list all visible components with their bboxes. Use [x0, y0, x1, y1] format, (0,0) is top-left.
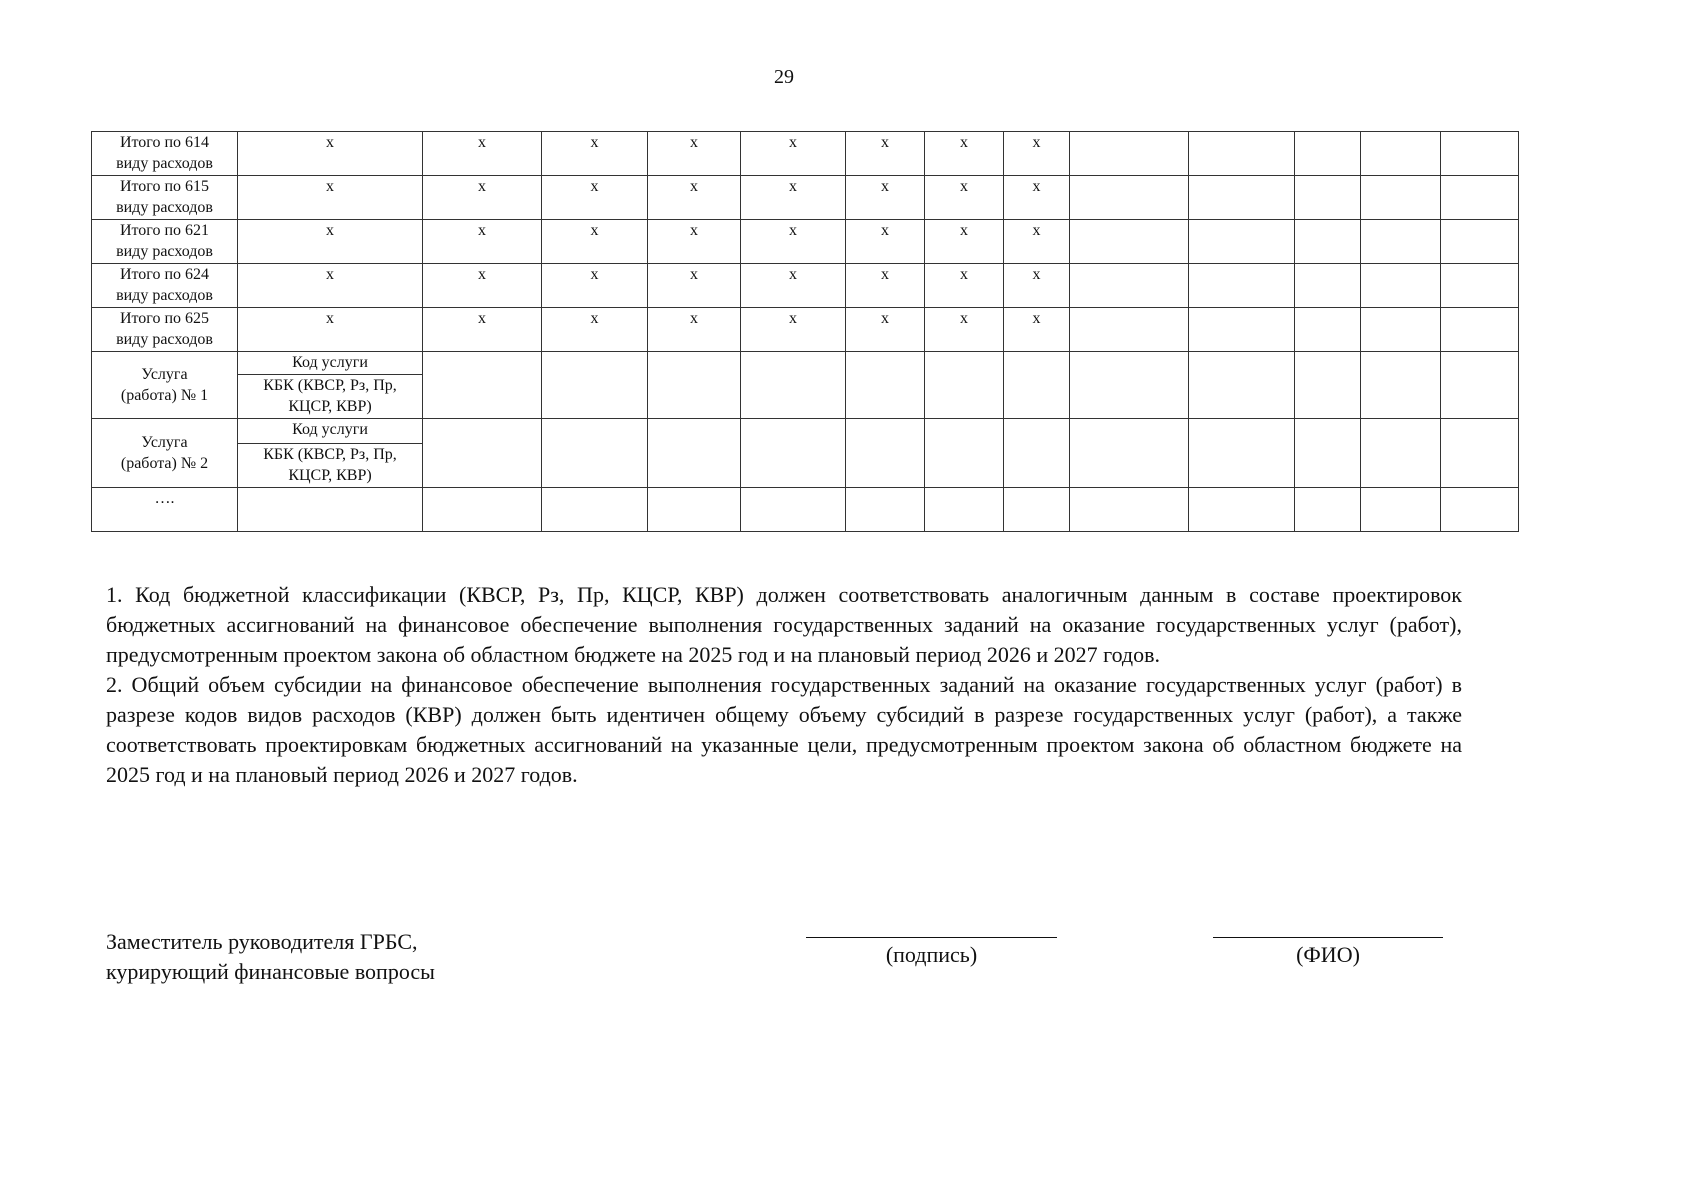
empty-cell: [925, 419, 1004, 488]
mark-cell: х: [846, 308, 925, 352]
note-paragraph: 1. Код бюджетной классификации (КВСР, Рз, Пр, КЦСР, КВР) должен соответствовать аналогичным данным в составе проектировок бюджетных ассигнований на финансовое обеспечение выполнения государственных заданий на оказание государственных услуг (работ), предусмотренным проектом закона об областном бюджете на 2025 год и на плановый период 2026 и 2027 годов.: [106, 582, 1462, 667]
empty-cell: [1361, 488, 1441, 532]
empty-cell: [1441, 308, 1519, 352]
mark-cell: х: [1004, 220, 1070, 264]
mark-cell: х: [542, 220, 648, 264]
mark-cell: х: [423, 176, 542, 220]
empty-cell: [925, 352, 1004, 419]
empty-cell: [542, 419, 648, 488]
empty-cell: [1441, 264, 1519, 308]
mark-cell: х: [238, 220, 423, 264]
empty-cell: [423, 488, 542, 532]
mark-cell: х: [238, 308, 423, 352]
empty-cell: [846, 488, 925, 532]
mark-cell: х: [925, 308, 1004, 352]
service-kbk-label: КБК (КВСР, Рз, Пр, КЦСР, КВР): [238, 375, 423, 419]
empty-cell: [1361, 132, 1441, 176]
signature-line: [806, 937, 1057, 938]
empty-cell: [648, 352, 741, 419]
mark-cell: х: [542, 308, 648, 352]
empty-cell: [1004, 488, 1070, 532]
empty-cell: [1070, 264, 1189, 308]
empty-cell: [1189, 176, 1295, 220]
notes: [106, 580, 1462, 790]
total-row: [92, 308, 1519, 352]
mark-cell: х: [925, 132, 1004, 176]
mark-cell: х: [925, 176, 1004, 220]
total-row-label: Итого по 621 виду расходов: [92, 220, 238, 264]
mark-cell: х: [542, 176, 648, 220]
note-paragraph: 2. Общий объем субсидии на финансовое обеспечение выполнения государственных заданий на оказание государственных услуг (работ) в разрезе кодов видов расходов (КВР) должен быть идентичен общему объему субсидий в разрезе государственных услуг (работ), а также соответствовать проектировкам бюджетных ассигнований на указанные цели, предусмотренным проектом закона об областном бюджете на 2025 год и на плановый период 2026 и 2027 годов.: [106, 672, 1462, 787]
total-row: [92, 132, 1519, 176]
mark-cell: х: [741, 132, 846, 176]
mark-cell: х: [648, 308, 741, 352]
signature-caption: (подпись): [885, 942, 978, 967]
mark-cell: х: [925, 220, 1004, 264]
empty-cell: [1004, 419, 1070, 488]
empty-cell: [542, 488, 648, 532]
empty-cell: [1189, 308, 1295, 352]
empty-cell: [741, 488, 846, 532]
empty-cell: [925, 488, 1004, 532]
empty-cell: [846, 419, 925, 488]
mark-cell: х: [648, 264, 741, 308]
empty-cell: [1295, 308, 1361, 352]
service-label: Услуга (работа) № 1: [92, 352, 238, 419]
mark-cell: х: [648, 176, 741, 220]
mark-cell: х: [423, 308, 542, 352]
mark-cell: х: [925, 264, 1004, 308]
empty-cell: [1189, 352, 1295, 419]
empty-cell: [741, 352, 846, 419]
empty-cell: [648, 488, 741, 532]
total-row-label: Итого по 624 виду расходов: [92, 264, 238, 308]
table-body: [92, 132, 1519, 532]
total-row: [92, 264, 1519, 308]
empty-cell: [1361, 220, 1441, 264]
empty-cell: [1295, 176, 1361, 220]
service-code-label: Код услуги: [238, 419, 423, 444]
mark-cell: х: [846, 176, 925, 220]
empty-cell: [1189, 220, 1295, 264]
empty-cell: [1295, 488, 1361, 532]
empty-cell: [1441, 419, 1519, 488]
empty-cell: [1189, 419, 1295, 488]
mark-cell: х: [542, 264, 648, 308]
empty-cell: [1441, 176, 1519, 220]
mark-cell: х: [1004, 132, 1070, 176]
mark-cell: х: [238, 264, 423, 308]
service-row: [92, 419, 1519, 444]
empty-cell: [1441, 352, 1519, 419]
ellipsis-cell: ….: [92, 488, 238, 532]
signature-title: [106, 927, 435, 987]
empty-cell: [1070, 132, 1189, 176]
empty-cell: [1070, 308, 1189, 352]
empty-cell: [648, 419, 741, 488]
total-row-label: Итого по 614 виду расходов: [92, 132, 238, 176]
empty-cell: [1070, 220, 1189, 264]
mark-cell: х: [741, 220, 846, 264]
empty-cell: [1361, 419, 1441, 488]
mark-cell: х: [542, 132, 648, 176]
mark-cell: х: [846, 220, 925, 264]
mark-cell: х: [648, 220, 741, 264]
empty-cell: [1070, 352, 1189, 419]
total-row-label: Итого по 625 виду расходов: [92, 308, 238, 352]
signature-title-line: Заместитель руководителя ГРБС,: [106, 929, 418, 954]
empty-cell: [423, 419, 542, 488]
mark-cell: х: [741, 176, 846, 220]
mark-cell: х: [846, 264, 925, 308]
empty-cell: [1361, 308, 1441, 352]
empty-cell: [1361, 176, 1441, 220]
mark-cell: х: [423, 132, 542, 176]
empty-cell: [846, 352, 925, 419]
total-row: [92, 220, 1519, 264]
empty-cell: [238, 488, 423, 532]
empty-cell: [1295, 352, 1361, 419]
empty-cell: [1295, 132, 1361, 176]
mark-cell: х: [741, 264, 846, 308]
mark-cell: х: [423, 264, 542, 308]
service-kbk-label: КБК (КВСР, Рз, Пр, КЦСР, КВР): [238, 444, 423, 488]
empty-cell: [1295, 419, 1361, 488]
empty-cell: [1361, 264, 1441, 308]
mark-cell: х: [238, 132, 423, 176]
empty-cell: [1189, 264, 1295, 308]
mark-cell: х: [741, 308, 846, 352]
mark-cell: х: [846, 132, 925, 176]
mark-cell: х: [1004, 264, 1070, 308]
empty-cell: [1295, 220, 1361, 264]
empty-cell: [1361, 352, 1441, 419]
signature-title-line: курирующий финансовые вопросы: [106, 959, 435, 984]
mark-cell: х: [423, 220, 542, 264]
page-number: 29: [774, 66, 794, 88]
total-row-label: Итого по 615 виду расходов: [92, 176, 238, 220]
name-caption: (ФИО): [1296, 942, 1360, 967]
total-row: [92, 176, 1519, 220]
service-label: Услуга (работа) № 2: [92, 419, 238, 488]
empty-cell: [542, 352, 648, 419]
empty-cell: [423, 352, 542, 419]
mark-cell: х: [648, 132, 741, 176]
empty-cell: [1189, 488, 1295, 532]
empty-cell: [1295, 264, 1361, 308]
empty-cell: [1441, 132, 1519, 176]
empty-cell: [1441, 220, 1519, 264]
empty-cell: [1189, 132, 1295, 176]
name-line: [1213, 937, 1443, 938]
empty-cell: [1070, 419, 1189, 488]
mark-cell: х: [1004, 308, 1070, 352]
ellipsis-row: [92, 488, 1519, 532]
service-code-label: Код услуги: [238, 352, 423, 375]
budget-table: [91, 131, 1519, 532]
empty-cell: [741, 419, 846, 488]
mark-cell: х: [1004, 176, 1070, 220]
empty-cell: [1070, 176, 1189, 220]
service-row: [92, 352, 1519, 375]
empty-cell: [1004, 352, 1070, 419]
mark-cell: х: [238, 176, 423, 220]
empty-cell: [1441, 488, 1519, 532]
empty-cell: [1070, 488, 1189, 532]
